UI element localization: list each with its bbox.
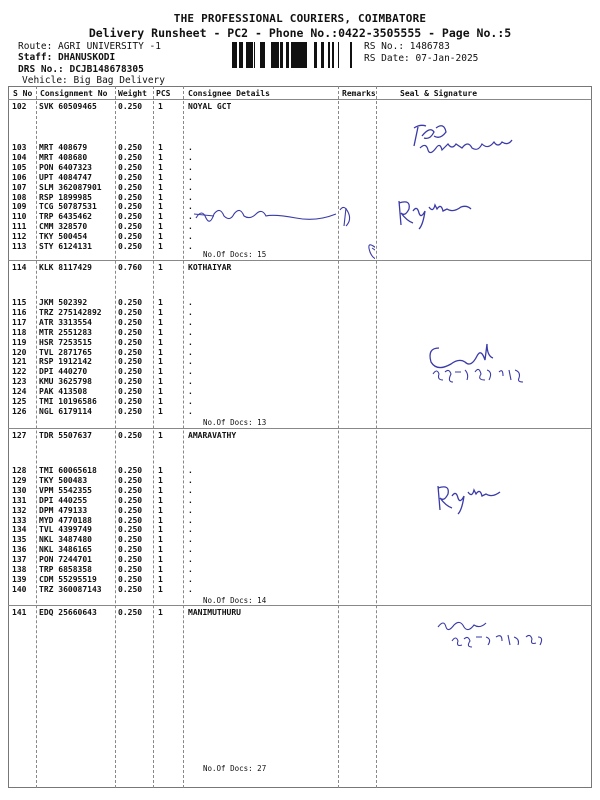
rs-number: RS No.: 1486783 <box>364 41 450 52</box>
sno-cell: 130 <box>12 485 27 495</box>
barcode-bar <box>273 42 276 68</box>
sno-cell: 134 <box>12 525 27 535</box>
sno-cell: 132 <box>12 505 27 515</box>
sno-cell: 138 <box>12 565 27 574</box>
barcode-bar <box>332 42 333 68</box>
pcs-cell: 1 <box>158 263 163 272</box>
consignment-cell: DPI 440270 <box>39 367 88 377</box>
sno-cell: 141 <box>12 608 27 617</box>
barcode-bar <box>262 42 263 68</box>
weight-cell: 0.250 <box>118 317 143 327</box>
barcode-bar <box>271 42 273 68</box>
pcs-cell: 1 <box>158 565 163 574</box>
sno-cell: 104 <box>12 152 27 162</box>
consignment-cell: UPT 4084747 <box>39 172 92 182</box>
pcs-cell: 1 <box>158 337 163 347</box>
weight-cell: 0.250 <box>118 565 143 574</box>
column-header-seal: Seal & Signature <box>400 89 478 98</box>
weight-cell: 0.250 <box>118 535 143 545</box>
pcs-cell: 1 <box>158 307 163 317</box>
sno-cell: 124 <box>12 387 27 397</box>
pcs-cell: 1 <box>158 317 163 327</box>
pcs-cell: 1 <box>158 555 163 565</box>
barcode-bar <box>299 42 300 68</box>
column-header-pcs: PCS <box>156 89 171 98</box>
weight-cell: 0.250 <box>118 182 143 192</box>
consignee-cell: . <box>188 357 193 367</box>
signature-scribble <box>430 480 510 520</box>
consignee-cell: . <box>188 475 193 485</box>
barcode-bar <box>242 42 243 68</box>
weight-cell: 0.250 <box>118 495 143 505</box>
consignment-cell: PON 6407323 <box>39 162 92 172</box>
consignee-cell: . <box>188 143 193 152</box>
pcs-cell: 1 <box>158 535 163 545</box>
pcs-cell: 1 <box>158 608 163 617</box>
pcs-cell: 1 <box>158 466 163 475</box>
sno-cell: 107 <box>12 182 27 192</box>
weight-cell: 0.250 <box>118 347 143 357</box>
consignee-cell: . <box>188 232 193 242</box>
consignment-cell: KMU 3625798 <box>39 377 92 387</box>
weight-cell: 0.250 <box>118 515 143 525</box>
barcode-bar <box>280 42 283 68</box>
column-header-remarks: Remarks <box>342 89 376 98</box>
barcode-bar <box>338 42 339 68</box>
sno-cell: 137 <box>12 555 27 565</box>
column-header-consignee: Consignee Details <box>188 89 270 98</box>
sno-cell: 103 <box>12 143 27 152</box>
barcode-bar <box>232 42 234 68</box>
weight-cell: 0.250 <box>118 574 143 584</box>
sno-cell: 123 <box>12 377 27 387</box>
pcs-cell: 1 <box>158 222 163 232</box>
consignment-cell: RSP 1899985 <box>39 192 92 202</box>
barcode-bar <box>305 42 307 68</box>
weight-cell: 0.250 <box>118 485 143 495</box>
consignment-cell: CDM 55295519 <box>39 574 97 584</box>
pcs-cell: 1 <box>158 485 163 495</box>
consignee-cell: . <box>188 347 193 357</box>
barcode-image <box>232 42 354 68</box>
signature-scribble <box>430 615 560 650</box>
consignee-cell: . <box>188 525 193 535</box>
consignment-cell: TRZ 275142892 <box>39 307 102 317</box>
weight-cell: 0.250 <box>118 307 143 317</box>
consignment-cell: NKL 3486165 <box>39 545 92 555</box>
pcs-cell: 1 <box>158 232 163 242</box>
pcs-cell: 1 <box>158 347 163 357</box>
pcs-cell: 1 <box>158 192 163 202</box>
consignment-cell: MRT 408679 <box>39 143 88 152</box>
weight-cell: 0.250 <box>118 222 143 232</box>
sno-cell: 136 <box>12 545 27 555</box>
consignment-cell: KLK 8117429 <box>39 263 92 272</box>
consignee-cell: . <box>188 192 193 202</box>
rs-date: RS Date: 07-Jan-2025 <box>364 53 479 64</box>
group-separator <box>8 428 592 429</box>
consignee-cell: . <box>188 555 193 565</box>
pcs-cell: 1 <box>158 143 163 152</box>
consignee-cell: . <box>188 307 193 317</box>
consignment-cell: TKY 500454 <box>39 232 88 242</box>
consignment-cell: HSR 7253515 <box>39 337 92 347</box>
signature-scribble <box>400 118 550 163</box>
sno-cell: 116 <box>12 307 27 317</box>
column-divider <box>115 86 116 788</box>
barcode-bar <box>263 42 265 68</box>
pcs-cell: 1 <box>158 182 163 192</box>
signature-scribble <box>425 330 545 390</box>
barcode-bar <box>239 42 242 68</box>
consignee-cell: . <box>188 327 193 337</box>
consignment-cell: RSP 1912142 <box>39 357 92 367</box>
weight-cell: 0.250 <box>118 431 143 440</box>
barcode-bar <box>293 42 296 68</box>
pcs-cell: 1 <box>158 584 163 594</box>
consignment-cell: TRP 6435462 <box>39 212 92 222</box>
barcode-bar <box>328 42 330 68</box>
weight-cell: 0.250 <box>118 172 143 182</box>
column-divider <box>153 86 154 788</box>
consignment-cell: TMI 10196586 <box>39 397 97 406</box>
consignment-cell: TRZ 360087143 <box>39 584 102 594</box>
barcode-bar <box>321 42 324 68</box>
weight-cell: 0.250 <box>118 143 143 152</box>
weight-cell: 0.250 <box>118 387 143 397</box>
consignment-cell: TRP 6858358 <box>39 565 92 574</box>
consignee-cell: MANIMUTHURU <box>188 608 241 617</box>
consignee-cell: . <box>188 242 193 251</box>
sno-cell: 140 <box>12 584 27 594</box>
signature-scribble <box>395 195 485 235</box>
pcs-cell: 1 <box>158 495 163 505</box>
sno-cell: 133 <box>12 515 27 525</box>
pcs-cell: 1 <box>158 525 163 535</box>
weight-cell: 0.250 <box>118 505 143 515</box>
consignee-cell: . <box>188 574 193 584</box>
consignment-cell: TDR 5507637 <box>39 431 92 440</box>
consignee-cell: . <box>188 377 193 387</box>
runsheet-subtitle: Delivery Runsheet - PC2 - Phone No.:0422-3505555 - Page No.:5 <box>88 26 512 40</box>
consignment-cell: TKY 500483 <box>39 475 88 485</box>
consignee-cell: . <box>188 495 193 505</box>
consignee-cell: . <box>188 202 193 212</box>
consignee-cell: . <box>188 317 193 327</box>
pcs-cell: 1 <box>158 202 163 212</box>
sno-cell: 121 <box>12 357 27 367</box>
pcs-cell: 1 <box>158 505 163 515</box>
weight-cell: 0.250 <box>118 152 143 162</box>
column-divider <box>376 86 377 788</box>
consignment-cell: NKL 3487480 <box>39 535 92 545</box>
pcs-cell: 1 <box>158 242 163 251</box>
consignee-cell: . <box>188 485 193 495</box>
consignment-cell: EDQ 25660643 <box>39 608 97 617</box>
consignee-cell: . <box>188 212 193 222</box>
group-separator <box>8 605 592 606</box>
weight-cell: 0.250 <box>118 545 143 555</box>
consignment-cell: SLM 362087901 <box>39 182 102 192</box>
sno-cell: 127 <box>12 431 27 440</box>
sno-cell: 117 <box>12 317 27 327</box>
pcs-cell: 1 <box>158 367 163 377</box>
docs-count: No.Of Docs: 14 <box>203 596 267 605</box>
weight-cell: 0.250 <box>118 212 143 222</box>
consignee-cell: . <box>188 515 193 525</box>
pcs-cell: 1 <box>158 406 163 416</box>
pcs-cell: 1 <box>158 545 163 555</box>
pcs-cell: 1 <box>158 397 163 406</box>
weight-cell: 0.250 <box>118 242 143 251</box>
consignment-cell: MRT 408680 <box>39 152 88 162</box>
pcs-cell: 1 <box>158 387 163 397</box>
weight-cell: 0.250 <box>118 327 143 337</box>
weight-cell: 0.250 <box>118 357 143 367</box>
drs-label: DRS No.: DCJB148678305 <box>18 64 144 75</box>
sno-cell: 120 <box>12 347 27 357</box>
pcs-cell: 1 <box>158 475 163 485</box>
consignee-cell: . <box>188 367 193 377</box>
column-header-weight: Weight <box>118 89 147 98</box>
barcode-bar <box>333 42 334 68</box>
column-divider <box>36 86 37 788</box>
pcs-cell: 1 <box>158 298 163 307</box>
barcode-bar <box>314 42 317 68</box>
weight-cell: 0.250 <box>118 202 143 212</box>
consignment-cell: MTR 2551283 <box>39 327 92 337</box>
pcs-cell: 1 <box>158 357 163 367</box>
sno-cell: 125 <box>12 397 27 406</box>
weight-cell: 0.250 <box>118 475 143 485</box>
barcode-bar <box>260 42 262 68</box>
consignee-cell: . <box>188 298 193 307</box>
weight-cell: 0.250 <box>118 525 143 535</box>
consignment-cell: DPI 440255 <box>39 495 88 505</box>
signature-scribble <box>190 200 375 270</box>
weight-cell: 0.250 <box>118 232 143 242</box>
consignee-cell: NOYAL GCT <box>188 102 232 111</box>
barcode-bar <box>234 42 236 68</box>
sno-cell: 126 <box>12 406 27 416</box>
weight-cell: 0.250 <box>118 337 143 347</box>
column-divider <box>183 86 184 788</box>
sno-cell: 131 <box>12 495 27 505</box>
header-separator <box>8 99 592 100</box>
sno-cell: 122 <box>12 367 27 377</box>
consignee-cell: . <box>188 397 193 406</box>
sno-cell: 119 <box>12 337 27 347</box>
consignment-cell: TVL 2871765 <box>39 347 92 357</box>
pcs-cell: 1 <box>158 515 163 525</box>
weight-cell: 0.250 <box>118 377 143 387</box>
weight-cell: 0.250 <box>118 584 143 594</box>
consignee-cell: . <box>188 337 193 347</box>
consignee-cell: . <box>188 172 193 182</box>
barcode-bar <box>296 42 299 68</box>
sno-cell: 108 <box>12 192 27 202</box>
column-header-consignment: Consignment No <box>40 89 108 98</box>
consignment-cell: TCG 50787531 <box>39 202 97 212</box>
pcs-cell: 1 <box>158 152 163 162</box>
consignment-cell: STY 6124131 <box>39 242 92 251</box>
sno-cell: 102 <box>12 102 27 111</box>
docs-count: No.Of Docs: 13 <box>203 418 267 427</box>
sno-cell: 111 <box>12 222 27 232</box>
weight-cell: 0.250 <box>118 192 143 202</box>
consignment-cell: VPM 5542355 <box>39 485 92 495</box>
pcs-cell: 1 <box>158 431 163 440</box>
sno-cell: 114 <box>12 263 27 272</box>
route-label: Route: AGRI UNIVERSITY -1 <box>18 41 161 52</box>
weight-cell: 0.250 <box>118 298 143 307</box>
weight-cell: 0.250 <box>118 406 143 416</box>
consignment-cell: PON 7244701 <box>39 555 92 565</box>
consignment-cell: DPM 479133 <box>39 505 88 515</box>
barcode-bar <box>246 42 248 68</box>
consignee-cell: . <box>188 584 193 594</box>
weight-cell: 0.250 <box>118 466 143 475</box>
barcode-bar <box>248 42 251 68</box>
barcode-bar <box>303 42 305 68</box>
barcode-bar <box>254 42 255 68</box>
vehicle-label: Vehicle: Big Bag Delivery <box>22 75 165 86</box>
pcs-cell: 1 <box>158 574 163 584</box>
staff-label: Staff: DHANUSKODI <box>18 52 116 63</box>
consignment-cell: ATR 3313554 <box>39 317 92 327</box>
sno-cell: 135 <box>12 535 27 545</box>
consignment-cell: SVK 60509465 <box>39 102 97 111</box>
column-divider <box>338 86 339 788</box>
sno-cell: 129 <box>12 475 27 485</box>
consignment-cell: NGL 6179114 <box>39 406 92 416</box>
sno-cell: 118 <box>12 327 27 337</box>
weight-cell: 0.250 <box>118 397 143 406</box>
docs-count: No.Of Docs: 15 <box>203 250 267 259</box>
weight-cell: 0.250 <box>118 367 143 377</box>
consignee-cell: . <box>188 182 193 192</box>
consignee-cell: . <box>188 222 193 232</box>
barcode-bar <box>236 42 237 68</box>
pcs-cell: 1 <box>158 377 163 387</box>
consignment-cell: TMI 60065618 <box>39 466 97 475</box>
sno-cell: 109 <box>12 202 27 212</box>
sno-cell: 139 <box>12 574 27 584</box>
barcode-bar <box>286 42 289 68</box>
barcode-bar <box>350 42 352 68</box>
sno-cell: 115 <box>12 298 27 307</box>
weight-cell: 0.250 <box>118 102 143 111</box>
weight-cell: 0.760 <box>118 263 143 272</box>
barcode-bar <box>300 42 303 68</box>
pcs-cell: 1 <box>158 327 163 337</box>
sno-cell: 113 <box>12 242 27 251</box>
consignee-cell: AMARAVATHY <box>188 431 237 440</box>
consignee-cell: . <box>188 505 193 515</box>
consignment-cell: CMM 328570 <box>39 222 88 232</box>
consignee-cell: . <box>188 535 193 545</box>
sno-cell: 110 <box>12 212 27 222</box>
weight-cell: 0.250 <box>118 555 143 565</box>
pcs-cell: 1 <box>158 212 163 222</box>
sno-cell: 105 <box>12 162 27 172</box>
consignment-cell: MYD 4770188 <box>39 515 92 525</box>
consignee-cell: KOTHAIYAR <box>188 263 232 272</box>
docs-count: No.Of Docs: 27 <box>203 764 267 773</box>
sno-cell: 112 <box>12 232 27 242</box>
consignee-cell: . <box>188 387 193 397</box>
consignee-cell: . <box>188 162 193 172</box>
consignment-cell: PAK 413508 <box>39 387 88 397</box>
consignee-cell: . <box>188 406 193 416</box>
pcs-cell: 1 <box>158 102 163 111</box>
pcs-cell: 1 <box>158 162 163 172</box>
company-title: THE PROFESSIONAL COURIERS, COIMBATORE <box>173 12 427 25</box>
consignee-cell: . <box>188 545 193 555</box>
column-header-sno: S No <box>13 89 33 98</box>
weight-cell: 0.250 <box>118 162 143 172</box>
weight-cell: 0.250 <box>118 608 143 617</box>
consignment-cell: JKM 502392 <box>39 298 88 307</box>
consignee-cell: . <box>188 565 193 574</box>
sno-cell: 106 <box>12 172 27 182</box>
consignee-cell: . <box>188 466 193 475</box>
barcode-bar <box>276 42 279 68</box>
consignee-cell: . <box>188 152 193 162</box>
sno-cell: 128 <box>12 466 27 475</box>
consignment-cell: TVL 4399749 <box>39 525 92 535</box>
pcs-cell: 1 <box>158 172 163 182</box>
barcode-bar <box>251 42 253 68</box>
barcode-bar <box>291 42 293 68</box>
